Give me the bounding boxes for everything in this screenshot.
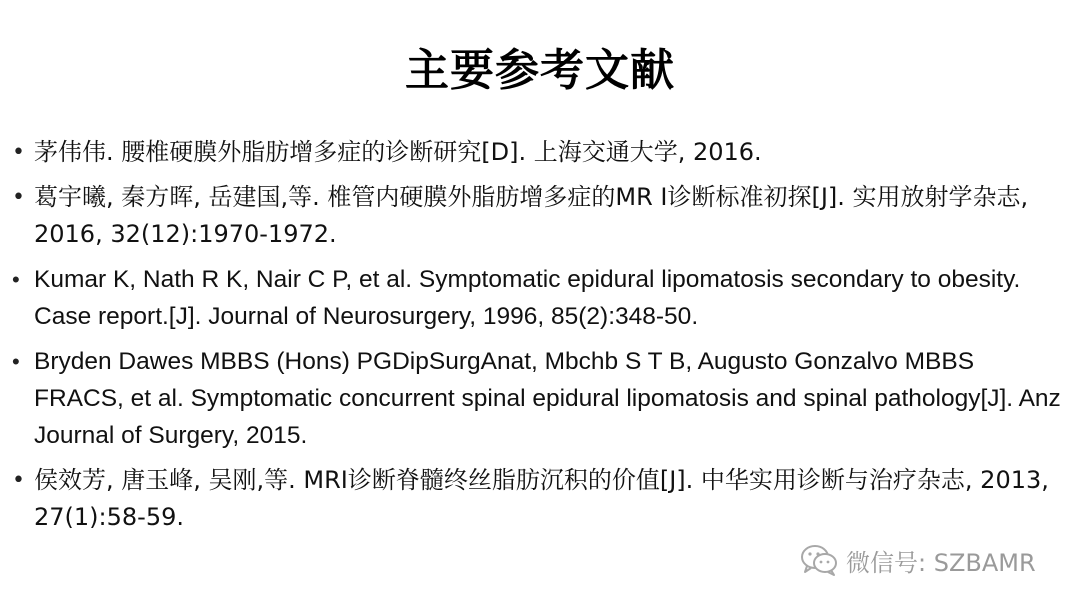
watermark [800, 540, 1036, 580]
watermark-text: 微信号: SZBAMR [846, 548, 1036, 577]
reference-text: 葛宇曦, 秦方晖, 岳建国,等. 椎管内硬膜外脂肪增多症的MR I诊断标准初探[J]. 实用放射学杂志, 2016, 32(12):1970-1972. [34, 183, 1029, 248]
reference-text: Bryden Dawes MBBS (Hons) PGDipSurgAnat, Mbchb S T B, Augusto Gonzalvo MBBS FRACS, et al. Symptomatic concurrent spinal epidural lipomatosis and spinal pathology[J]. Anz Journal of Surgery, 2015. [34, 348, 1061, 449]
reference-text: 侯效芳, 唐玉峰, 吴刚,等. MRI诊断脊髓终丝脂肪沉积的价值[J]. 中华实用诊断与治疗杂志, 2013, 27(1):58-59. [34, 466, 1049, 531]
reference-list [10, 134, 1070, 544]
reference-text: Kumar K, Nath R K, Nair C P, et al. Symptomatic epidural lipomatosis secondary to obesity. Case report.[J]. Journal of Neurosurgery, 1996, 85(2):348-50. [34, 266, 1021, 330]
reference-text: 茅伟伟. 腰椎硬膜外脂肪增多症的诊断研究[D]. 上海交通大学, 2016. [34, 138, 762, 166]
page-title: 主要参考文献 [405, 45, 675, 96]
bullet-icon: • [12, 185, 25, 210]
reference-item-5 [10, 462, 1070, 536]
reference-item-2 [10, 179, 1070, 253]
reference-item-1 [10, 134, 1070, 171]
wechat-icon [800, 543, 838, 577]
bullet-icon: • [12, 267, 20, 292]
bullet-icon: • [12, 468, 25, 493]
bullet-icon: • [12, 140, 25, 165]
reference-item-4 [10, 343, 1070, 454]
reference-item-3 [10, 261, 1070, 335]
bullet-icon: • [12, 349, 20, 374]
